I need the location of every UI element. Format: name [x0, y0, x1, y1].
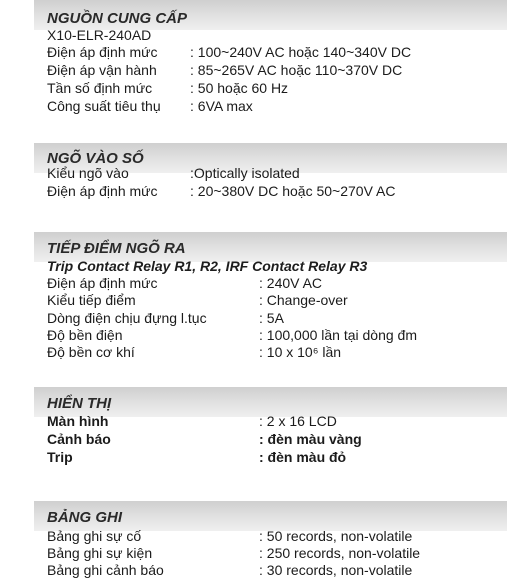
spec-value: : 85~265V AC hoặc 110~370V DC	[190, 62, 403, 78]
spec-value: : 100,000 lần tại dòng đm	[259, 327, 418, 343]
spec-label: Kiểu ngõ vào	[47, 165, 129, 181]
spec-label: Điện áp định mức	[47, 44, 158, 60]
spec-label: Tần số định mức	[47, 80, 153, 96]
section-subtitle: Trip Contact Relay R1, R2, IRF Contact Relay R3	[47, 258, 368, 274]
section-title: NGÕ VÀO SỐ	[47, 150, 144, 167]
spec-label: Kiểu tiếp điểm	[47, 292, 136, 308]
section-title: TIẾP ĐIỂM NGÕ RA	[47, 240, 186, 257]
spec-label: Độ bền cơ khí	[47, 344, 135, 360]
spec-label: Công suất tiêu thụ	[47, 98, 161, 114]
spec-label: Trip	[47, 449, 73, 465]
spec-value: : đèn màu đỏ	[259, 449, 347, 465]
spec-value: : 250 records, non-volatile	[259, 545, 421, 561]
spec-value: : 6VA max	[190, 98, 253, 114]
spec-label: Điện áp vận hành	[47, 62, 157, 78]
spec-label: Màn hình	[47, 413, 109, 429]
section-title: HIỂN THỊ	[47, 395, 112, 412]
spec-value: : đèn màu vàng	[259, 431, 362, 447]
spec-label: Bảng ghi sự kiện	[47, 545, 153, 561]
spec-value: :Optically isolated	[190, 165, 300, 181]
spec-label: Độ bền điện	[47, 327, 123, 343]
spec-value: : 5A	[259, 310, 284, 326]
spec-value: : 10 x 10⁶ lần	[259, 344, 342, 360]
spec-label: Điện áp định mức	[47, 275, 158, 291]
spec-value: : 50 records, non-volatile	[259, 528, 413, 544]
spec-label: Cảnh báo	[47, 431, 111, 447]
spec-value: : Change-over	[259, 292, 348, 308]
spec-label: Điện áp định mức	[47, 183, 158, 199]
spec-value: : 2 x 16 LCD	[259, 413, 337, 429]
spec-value: : 240V AC	[259, 275, 323, 291]
model-code: X10-ELR-240AD	[47, 27, 152, 43]
spec-value: : 100~240V AC hoặc 140~340V DC	[190, 44, 412, 60]
spec-value: : 30 records, non-volatile	[259, 562, 413, 578]
spec-label: Bảng ghi sự cố	[47, 528, 142, 544]
spec-value: : 20~380V DC hoặc 50~270V AC	[190, 183, 396, 199]
spec-value: : 50 hoặc 60 Hz	[190, 80, 289, 96]
spec-label: Bảng ghi cảnh báo	[47, 562, 164, 578]
section-title: BẢNG GHI	[47, 509, 122, 526]
section-title: NGUỒN CUNG CẤP	[47, 10, 188, 27]
spec-label: Dòng điện chịu đựng l.tục	[47, 310, 207, 326]
